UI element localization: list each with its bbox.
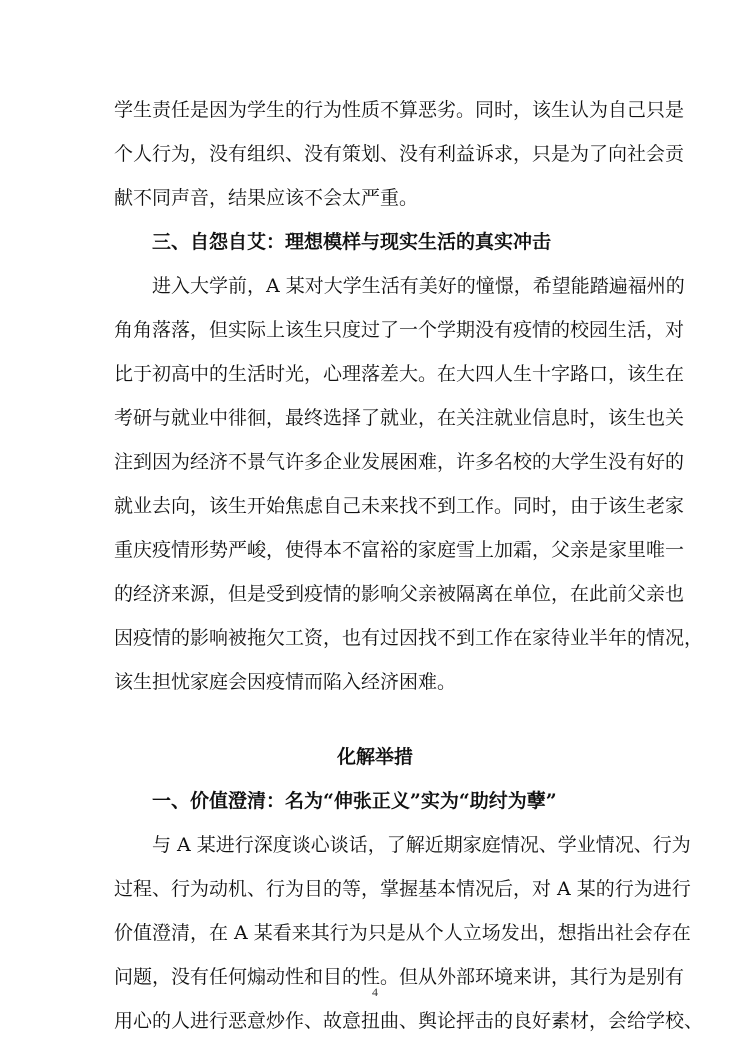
paragraph-line: 进入大学前，A 某对大学生活有美好的憧憬，希望能踏遍福州的 — [152, 275, 685, 297]
paragraph-line: 考研与就业中徘徊，最终选择了就业，在关注就业信息时，该生也关 — [114, 407, 685, 429]
paragraph-line: 因疫情的影响被拖欠工资，也有过因找不到工作在家待业半年的情况， — [114, 627, 704, 649]
paragraph-line: 献不同声音，结果应该不会太严重。 — [114, 187, 419, 209]
paragraph-line: 与 A 某进行深度谈心谈话，了解近期家庭情况、学业情况、行为 — [152, 834, 691, 856]
paragraph-line: 个人行为，没有组织、没有策划、没有利益诉求，只是为了向社会贡 — [114, 143, 685, 165]
paragraph-line: 的经济来源，但是受到疫情的影响父亲被隔离在单位，在此前父亲也 — [114, 583, 685, 605]
paragraph-line: 过程、行为动机、行为目的等，掌握基本情况后，对 A 某的行为进行 — [114, 878, 691, 900]
paragraph-line: 学生责任是因为学生的行为性质不算恶劣。同时，该生认为自己只是 — [114, 99, 685, 121]
main-heading: 化解举措 — [336, 746, 413, 768]
subsection-heading: 一、价值澄清：名为“伸张正义”实为“助纣为孽” — [152, 790, 557, 812]
paragraph-line: 重庆疫情形势严峻，使得本不富裕的家庭雪上加霜，父亲是家里唯一 — [114, 539, 685, 561]
paragraph-line: 价值澄清，在 A 某看来其行为只是从个人立场发出，想指出社会存在 — [114, 922, 691, 944]
paragraph-line: 注到因为经济不景气许多企业发展困难，许多名校的大学生没有好的 — [114, 451, 685, 473]
paragraph-line: 该生担忧家庭会因疫情而陷入经济困难。 — [114, 671, 457, 693]
paragraph-line: 问题，没有任何煽动性和目的性。但从外部环境来讲，其行为是别有 — [114, 966, 685, 988]
paragraph-line: 就业去向，该生开始焦虑自己未来找不到工作。同时，由于该生老家 — [114, 495, 685, 517]
section-heading: 三、自怨自艾：理想模样与现实生活的真实冲击 — [152, 231, 552, 253]
paragraph-line: 用心的人进行恶意炒作、故意扭曲、舆论抨击的良好素材，会给学校、 — [114, 1010, 704, 1032]
paragraph-line: 角角落落，但实际上该生只度过了一个学期没有疫情的校园生活，对 — [114, 319, 685, 341]
paragraph-line: 比于初高中的生活时光，心理落差大。在大四人生十字路口，该生在 — [114, 363, 685, 385]
page-number: 4 — [372, 985, 378, 999]
